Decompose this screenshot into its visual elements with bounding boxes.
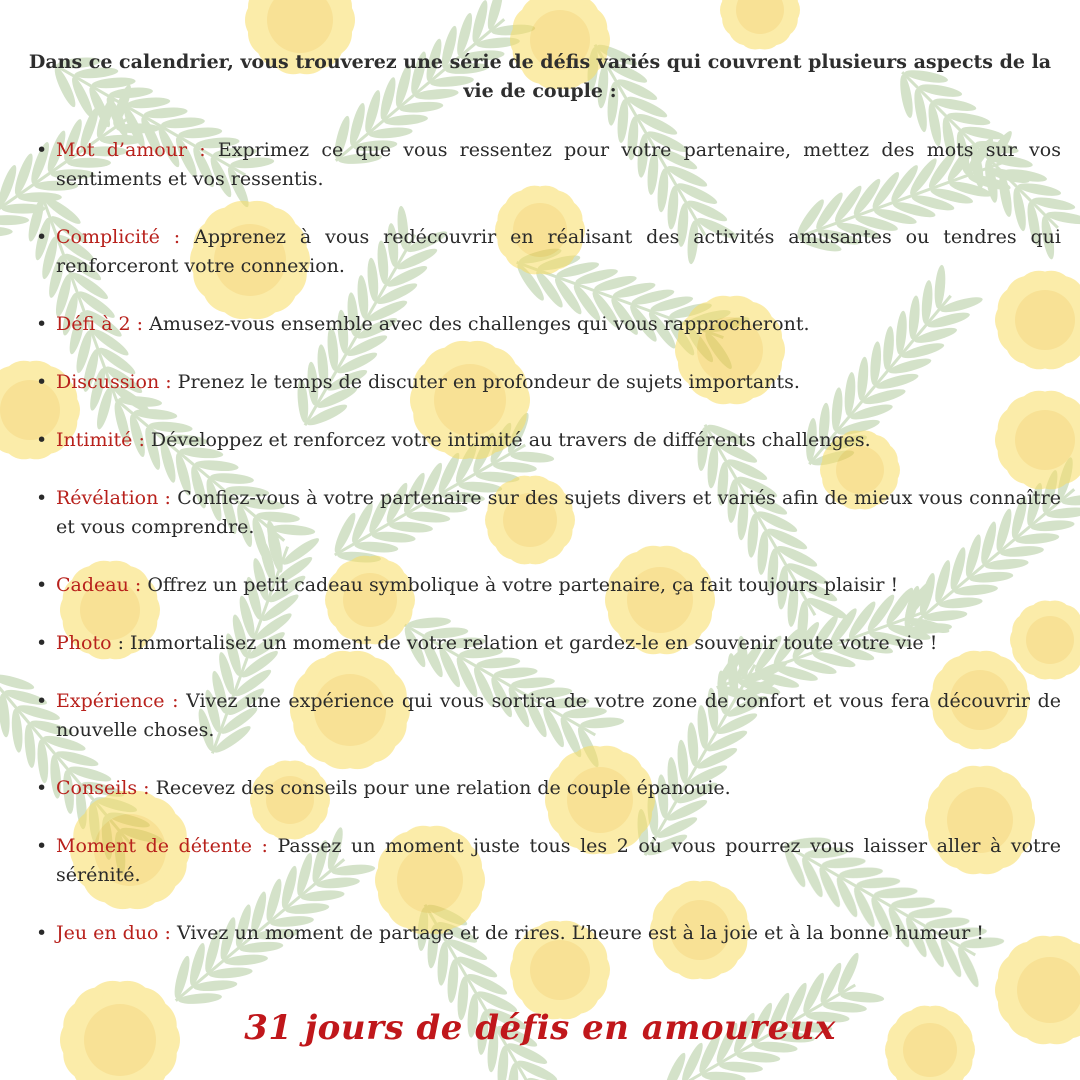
item-text: Prenez le temps de discuter en profondeur de sujets importants. [171,371,800,393]
item-term: Moment de détente : [56,835,268,857]
item-term: Conseils : [56,777,150,799]
footer-title: 31 jours de défis en amoureux [244,1008,836,1048]
item-term: Jeu en duo : [56,922,171,944]
item-text: Apprenez à vous redécouvrir en réalisant des activités amusantes ou tendres qui renforceront votre connexion. [56,226,1061,277]
item-term: Complicité : [56,226,181,248]
bullet: • [36,226,48,248]
bullet: • [36,835,48,857]
item-text: Recevez des conseils pour une relation de couple épanouie. [149,777,731,799]
list-item-experience [36,687,1061,745]
list-item-complicite [36,223,1061,281]
bullet: • [36,574,48,596]
list-item-intimite [36,426,1061,455]
intro-text: Dans ce calendrier, vous trouverez une série de défis variés qui couvrent plusieurs aspects de la vie de couple : [28,51,1052,102]
item-term: Photo [56,632,112,654]
list-item-mot-damour [36,136,1061,194]
item-term: Intimité : [56,429,145,451]
list-item-cadeau [36,571,1061,600]
bullet: • [36,313,48,335]
bullet: • [36,487,48,509]
bullet: • [36,139,48,161]
bullet: • [36,632,48,654]
list-item-moment-de-detente [36,832,1062,890]
bullet: • [36,429,48,451]
item-term: Discussion : [56,371,172,393]
list-item-defi-a-2 [36,310,1061,339]
item-term: Mot d’amour : [56,139,206,161]
item-text: Passez un moment juste tous les 2 où vous pourrez vous laisser aller à votre sérénité. [56,835,1062,886]
item-text: Développez et renforcez votre intimité au travers de différents challenges. [144,429,871,451]
bullet: • [36,922,48,944]
list-item-photo [36,629,1061,658]
item-text: Vivez une expérience qui vous sortira de votre zone de confort et vous fera découvrir de nouvelle choses. [56,690,1061,741]
item-text: Vivez un moment de partage et de rires. L’heure est à la joie et à la bonne humeur ! [170,922,984,944]
bullet: • [36,690,48,712]
item-term: Cadeau : [56,574,142,596]
item-text: : Immortalisez un moment de votre relation et gardez-le en souvenir toute votre vie ! [111,632,938,654]
item-text: Exprimez ce que vous ressentez pour votre partenaire, mettez des mots sur vos sentiments et vos ressentis. [56,139,1061,190]
item-term: Révélation : [56,487,171,509]
bullet: • [36,371,48,393]
list-item-revelation [36,484,1062,542]
bullet: • [36,777,48,799]
list-item-discussion [36,368,1061,397]
item-text: Amusez-vous ensemble avec des challenges qui vous rapprocheront. [143,313,810,335]
list-item-jeu-en-duo [36,919,1061,948]
item-text: Offrez un petit cadeau symbolique à votre partenaire, ça fait toujours plaisir ! [141,574,899,596]
item-term: Expérience : [56,690,179,712]
list-item-conseils [36,774,1061,803]
item-text: Confiez-vous à votre partenaire sur des sujets divers et variés afin de mieux vous connaître et vous comprendre. [56,487,1062,538]
item-term: Défi à 2 : [56,313,144,335]
